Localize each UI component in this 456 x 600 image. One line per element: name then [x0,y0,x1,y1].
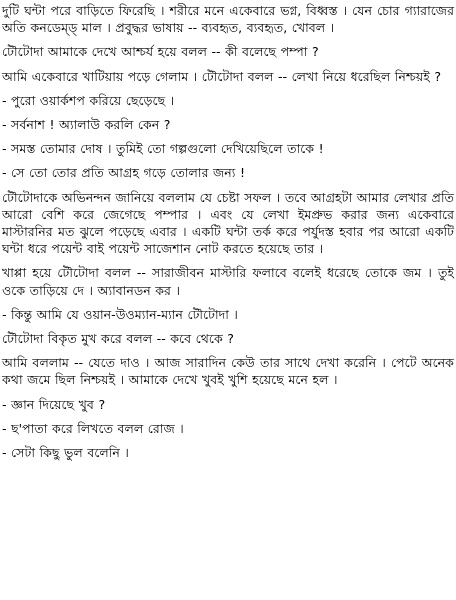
paragraph-let-it-go: আমি বললাম -- যেতে দাও । আজ সারাদিন কেউ তার সাথে দেখা করেনি । পেটে অনেক কথা জমে ছিল নিশ্চয়ই । আমাকে দেখে খুবই খুশি হয়েছে মনে হল । [2,355,454,388]
dialogue-line-not-wrong: - সেটা কিছু ভুল বলেনি । [2,445,129,461]
dialogue-line-disaster: - সর্বনাশ ! অ্যালাউ করলি কেন ? [2,117,171,133]
dialogue-line-one-woman-man: - কিন্তু আমি যে ওয়ান-উওম্যান-ম্যান টৌটোদা । [2,306,238,322]
paragraph-since-when: টৌটোদা বিকৃত মুখ করে বলল -- কবে থেকে ? [2,331,234,347]
paragraph-fell-on-bed: আমি একেবারে খাটিয়ায় পড়ে গেলাম । টৌটোদা বলল -- লেখা নিয়ে ধরেছিল নিশ্চয়ই ? [2,68,442,84]
dialogue-line-lectured: - জ্ঞান দিয়েছে খুব ? [2,396,106,412]
dialogue-line-interest: - সে তো তোর প্রতি আগ্রহ গড়ে তোলার জন্য ! [2,165,246,181]
paragraph-angry-totoda: খাপ্পা হয়ে টৌটোদা বলল -- সারাজীবন মাস্টারি ফলাবে বলেই ধরেছে তোকে জম । তুই ওকে তাড়িয়ে দে । অ্যাবানডন কর । [2,265,454,298]
paragraph-congratulations: টৌটোদাকে অভিনন্দন জানিয়ে বললাম যে চেষ্টা সফল । তবে আগ্রহটা আমার লেখার প্রতি আরো বেশি করে জেগেছে পম্পার । এবং যে লেখা ইমপ্রুভ করার জন্য একেবারে মাস্টারনির মত ঝুলে পড়েছে এবার । একটি ঘন্টা তর্ক করে পর্যুদস্ত হবার পর আরো একটি ঘন্টা ধরে পয়েন্ট বাই পয়েন্ট সাজেশান নোট করতে হয়েছে তার । [2,189,454,257]
dialogue-line-your-fault: - সমস্ত তোমার দোষ । তুমিই তো গল্পগুলো দেখিয়েছিলে তাকে ! [2,141,324,157]
dialogue-line-workshop: - পুরো ওয়ার্কশপ করিয়ে ছেড়েছে । [2,92,175,108]
dialogue-line-six-pages: - ছ'পাতা করে লিখতে বলল রোজ । [2,420,184,436]
paragraph-return-home: দুটি ঘন্টা পরে বাড়িতে ফিরেছি । শরীরে মনে একেবারে ভগ্ন, বিধ্বস্ত । যেন চোর গ্যারাজের অতি কনডেম্ড্ মাল । প্রবুদ্ধর ভাষায় -- ব্যবহৃত, ব্যবহৃত, খোবল । [2,3,454,36]
paragraph-totoda-question: টৌটোদা আমাকে দেখে আশ্চর্য হয়ে বলল -- কী বলেছে পম্পা ? [2,44,319,60]
